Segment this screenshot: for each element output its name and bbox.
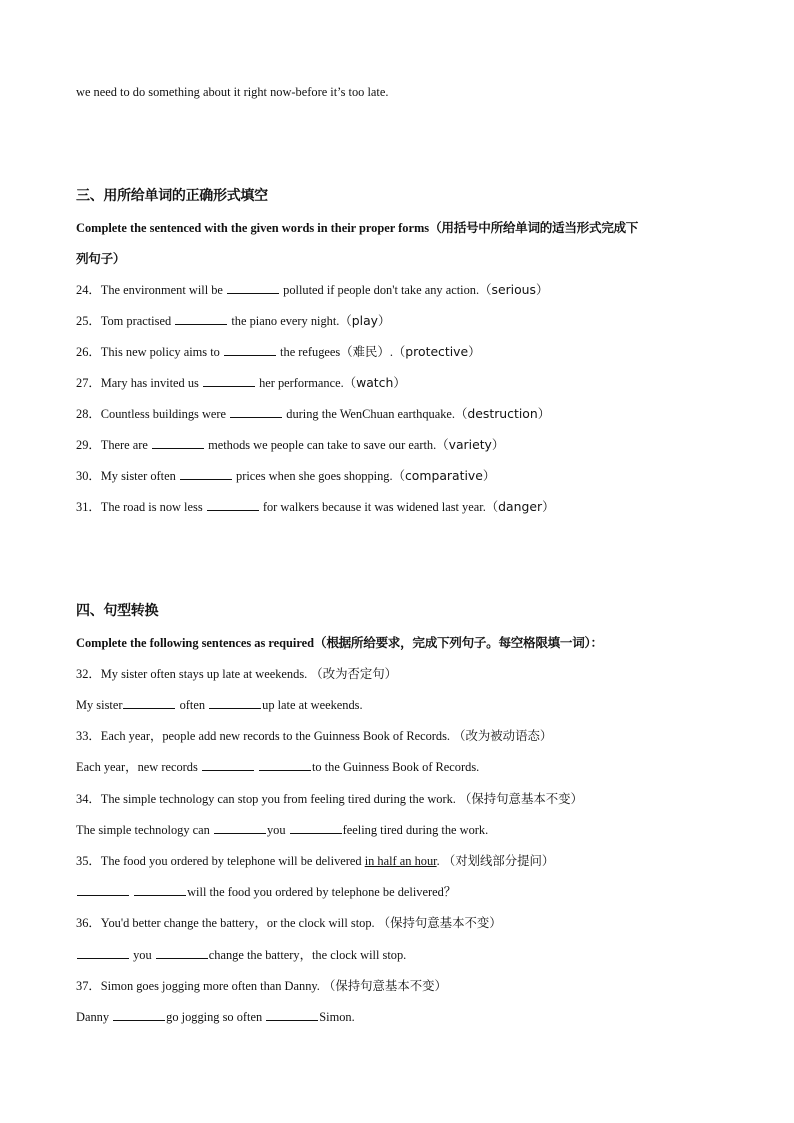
answer-blank[interactable]	[123, 697, 175, 709]
question-text: Mary has invited us	[100, 376, 202, 390]
answer-text: will the food you ordered by telephone be delivered？	[187, 885, 457, 899]
section3-heading: 三、用所给单词的正确形式填空	[76, 188, 268, 204]
question-text: prices when she goes shopping.	[232, 469, 393, 483]
word-hint: （variety）	[436, 437, 505, 452]
answer-blank[interactable]	[77, 884, 129, 896]
word-hint: （danger）	[485, 499, 555, 514]
question-text: The road is now less	[100, 500, 206, 514]
section3-instruction-en: Complete the sentenced with the given words in their proper forms	[76, 221, 430, 235]
question-text: during the WenChuan earthquake.	[283, 407, 456, 421]
question-34	[76, 791, 583, 807]
answer-text: you	[266, 823, 289, 837]
section4-instruction	[76, 635, 603, 651]
question-text: There are	[100, 438, 151, 452]
question-number: 25．	[76, 314, 101, 328]
answer-33	[76, 759, 479, 775]
answer-blank[interactable]	[156, 947, 208, 959]
answer-blank[interactable]	[227, 282, 279, 294]
question-number: 27．	[76, 376, 101, 390]
question-33	[76, 728, 552, 744]
question-28	[76, 406, 550, 422]
answer-blank[interactable]	[209, 697, 261, 709]
question-35	[76, 853, 554, 869]
answer-blank[interactable]	[113, 1009, 165, 1021]
question-text: methods we people can take to save our earth.	[205, 438, 437, 452]
answer-text: feeling tired during the work.	[342, 823, 489, 837]
answer-blank[interactable]	[203, 375, 255, 387]
answer-text	[130, 885, 133, 899]
question-text: the piano every night.	[228, 314, 340, 328]
question-number: 28．	[76, 407, 101, 421]
answer-text: Each year，new records	[76, 760, 201, 774]
question-number: 33．	[76, 729, 101, 743]
question-29	[76, 437, 504, 453]
answer-blank[interactable]	[224, 344, 276, 356]
question-text: Tom practised	[100, 314, 175, 328]
word-hint: （destruction）	[455, 406, 551, 421]
question-text: .	[389, 345, 393, 359]
section3-instruction-cn: （用括号中所给单词的适当形式完成下	[429, 220, 639, 235]
question-31	[76, 499, 554, 515]
intro-line: we need to do something about it right now-before it’s too late.	[76, 85, 389, 99]
question-text: The food you ordered by telephone will be delivered	[100, 854, 365, 868]
question-36	[76, 915, 502, 931]
answer-text: change the battery，the clock will stop.	[208, 948, 407, 962]
answer-blank[interactable]	[77, 947, 129, 959]
question-number: 31．	[76, 500, 101, 514]
answer-32	[76, 697, 363, 713]
instruction-hint: （保持句意基本不变）	[459, 791, 583, 806]
section3-instruction	[76, 220, 638, 236]
section3-instruction-cn-2: 列句子）	[76, 251, 126, 266]
answer-text: you	[130, 948, 155, 962]
answer-blank[interactable]	[259, 759, 311, 771]
word-hint: （play）	[339, 313, 391, 328]
answer-blank[interactable]	[202, 759, 254, 771]
answer-text: up late at weekends.	[262, 698, 363, 712]
question-text: The environment will be	[100, 283, 227, 297]
question-24	[76, 282, 548, 298]
question-number: 35．	[76, 854, 101, 868]
question-text: her performance.	[255, 376, 344, 390]
question-number: 30．	[76, 469, 101, 483]
question-27	[76, 375, 406, 391]
answer-text: often	[176, 698, 209, 712]
question-number: 29．	[76, 438, 101, 452]
answer-blank[interactable]	[290, 822, 342, 834]
question-text: polluted if people don't take any action.	[280, 283, 480, 297]
question-text: for walkers because it was widened last year.	[259, 500, 486, 514]
answer-blank[interactable]	[230, 406, 282, 418]
answer-text	[255, 760, 258, 774]
question-text: You'd better change the battery，or the clock will stop.	[100, 916, 378, 930]
word-hint: （comparative）	[392, 468, 496, 483]
word-hint: （watch）	[343, 375, 406, 390]
question-text: .	[436, 854, 443, 868]
answer-blank[interactable]	[180, 468, 232, 480]
answer-text: Danny	[76, 1010, 113, 1024]
instruction-hint: （对划线部分提问）	[442, 853, 555, 868]
question-26	[76, 344, 481, 360]
question-number: 26．	[76, 345, 101, 359]
answer-text: The simple technology can	[76, 823, 213, 837]
instruction-hint: （改为被动语态）	[453, 728, 553, 743]
answer-blank[interactable]	[134, 884, 186, 896]
question-number: 37．	[76, 979, 101, 993]
answer-text: to the Guinness Book of Records.	[311, 760, 480, 774]
section4-instruction-cn: （根据所给要求，完成下列句子。每空格限填一词）：	[314, 635, 603, 650]
question-25	[76, 313, 390, 329]
answer-blank[interactable]	[214, 822, 266, 834]
answer-37	[76, 1009, 355, 1025]
instruction-hint: （改为否定句）	[310, 666, 398, 681]
question-37	[76, 978, 447, 994]
instruction-hint: （保持句意基本不变）	[377, 915, 502, 930]
gloss: （难民）	[340, 344, 390, 359]
question-32	[76, 666, 397, 682]
answer-text: go jogging so often	[166, 1010, 266, 1024]
question-30	[76, 468, 495, 484]
question-text: The simple technology can stop you from feeling tired during the work.	[100, 792, 459, 806]
answer-blank[interactable]	[266, 1009, 318, 1021]
question-text: the refugees	[276, 345, 341, 359]
section4-heading: 四、句型转换	[76, 603, 159, 619]
question-text: Simon goes jogging more often than Danny.	[100, 979, 323, 993]
answer-text: Simon.	[319, 1010, 355, 1024]
question-text: Countless buildings were	[100, 407, 230, 421]
answer-text: My sister	[76, 698, 123, 712]
question-text: This new policy aims to	[100, 345, 223, 359]
question-number: 24．	[76, 283, 101, 297]
question-number: 34．	[76, 792, 101, 806]
underlined-phrase: in half an hour	[364, 854, 437, 868]
word-hint: （protective）	[392, 344, 481, 359]
question-number: 32．	[76, 667, 101, 681]
answer-34	[76, 822, 488, 838]
word-hint: （serious）	[479, 282, 549, 297]
section3-instruction-cont	[76, 251, 125, 267]
answer-36	[76, 947, 406, 963]
question-text: My sister often stays up late at weekends.	[100, 667, 311, 681]
answer-35	[76, 884, 456, 900]
section4-instruction-en: Complete the following sentences as required	[76, 636, 315, 650]
instruction-hint: （保持句意基本不变）	[322, 978, 447, 993]
answer-blank[interactable]	[207, 499, 259, 511]
answer-blank[interactable]	[175, 313, 227, 325]
question-text: Each year，people add new records to the Guinness Book of Records.	[100, 729, 454, 743]
question-text: My sister often	[100, 469, 179, 483]
question-number: 36．	[76, 916, 101, 930]
answer-blank[interactable]	[152, 437, 204, 449]
